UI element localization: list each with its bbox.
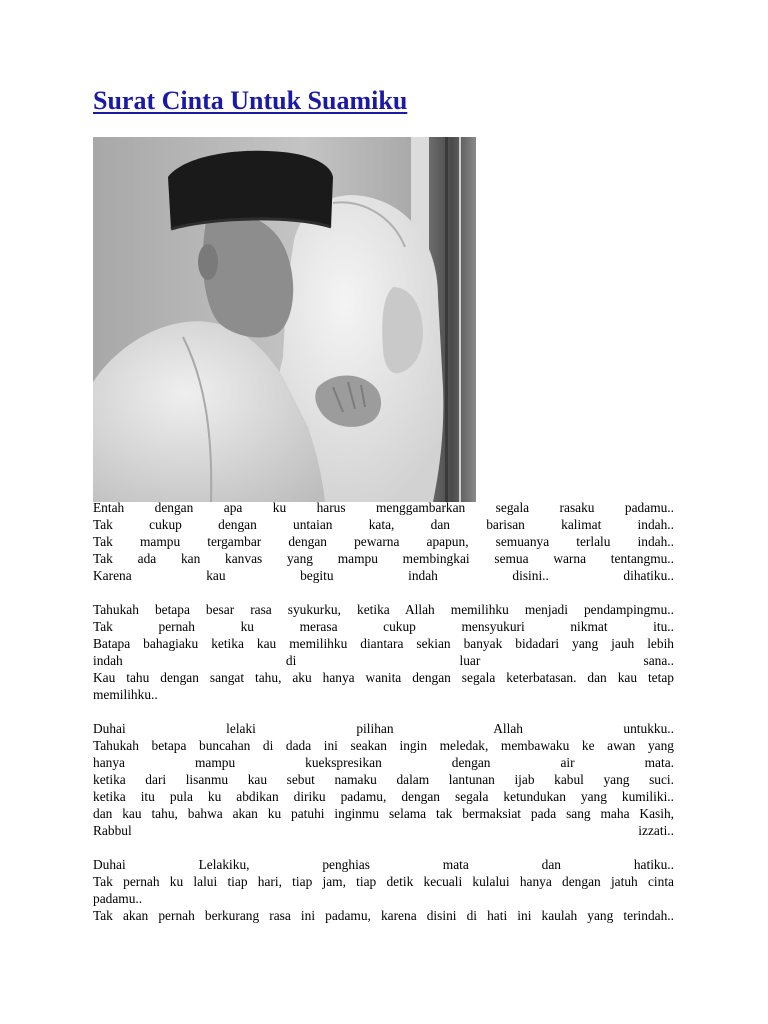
text-line: Rabbul izzati..: [93, 823, 674, 838]
couple-photo: [93, 137, 476, 502]
page-title[interactable]: Surat Cinta Untuk Suamiku: [93, 86, 408, 115]
text-line: Tak ada kan kanvas yang mampu membingkai semua warna tentangmu..: [93, 551, 674, 566]
text-line: memilihku..: [93, 687, 158, 702]
text-line: Duhai lelaki pilihan Allah untukku..: [93, 721, 674, 736]
text-line: indah di luar sana..: [93, 653, 674, 668]
text-line: Duhai Lelakiku, penghias mata dan hatiku..: [93, 857, 674, 872]
text-line: Tak akan pernah berkurang rasa ini padamu, karena disini di hati ini kaulah yang terindah..: [93, 908, 674, 923]
text-line: ketika itu pula ku abdikan diriku padamu, dengan segala ketundukan yang kumiliki..: [93, 789, 674, 804]
letter-body: [93, 499, 674, 941]
text-line: Tahukah betapa buncahan di dada ini seakan ingin meledak, membawaku ke awan yang: [93, 738, 674, 753]
text-line: padamu..: [93, 891, 143, 906]
text-line: Tak pernah ku merasa cukup mensyukuri nikmat itu..: [93, 619, 674, 634]
paragraph: [93, 601, 674, 703]
text-line: hanya mampu kuekspresikan dengan air mata.: [93, 755, 674, 770]
text-line: Kau tahu dengan sangat tahu, aku hanya wanita dengan segala keterbatasan. dan kau tetap: [93, 670, 674, 685]
text-line: Tak pernah ku lalui tiap hari, tiap jam, tiap detik kecuali kulalui hanya dengan jatuh cinta: [93, 874, 674, 889]
text-line: Tak cukup dengan untaian kata, dan barisan kalimat indah..: [93, 517, 674, 532]
paragraph: [93, 720, 674, 839]
paragraph: [93, 499, 674, 584]
text-line: Tak mampu tergambar dengan pewarna apapun, semuanya terlalu indah..: [93, 534, 674, 549]
text-line: Tahukah betapa besar rasa syukurku, ketika Allah memilihku menjadi pendampingmu..: [93, 602, 674, 617]
text-line: ketika dari lisanmu kau sebut namaku dalam lantunan ijab kabul yang suci.: [93, 772, 674, 787]
text-line: Entah dengan apa ku harus menggambarkan segala rasaku padamu..: [93, 500, 674, 515]
text-line: Batapa bahagiaku ketika kau memilihku diantara sekian banyak bidadari yang jauh lebih: [93, 636, 674, 651]
text-line: Karena kau begitu indah disini.. dihatiku..: [93, 568, 674, 583]
text-line: dan kau tahu, bahwa akan ku patuhi inginmu selama tak bermaksiat pada sang maha Kasih,: [93, 806, 674, 821]
paragraph: [93, 856, 674, 924]
